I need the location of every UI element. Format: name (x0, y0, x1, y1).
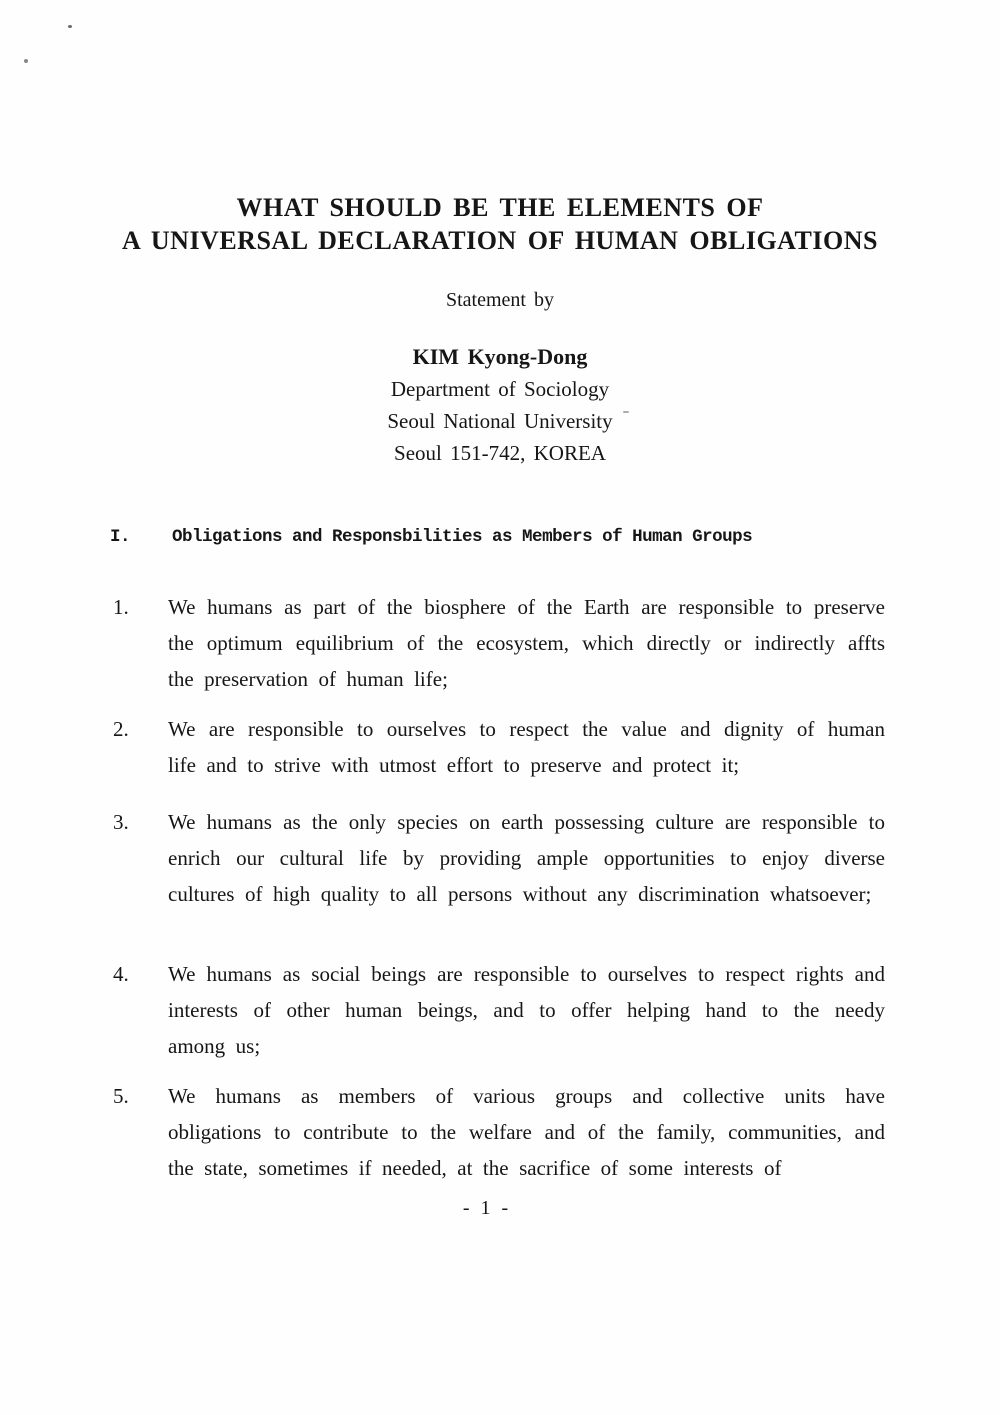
scan-speck (68, 25, 72, 28)
section-numeral: I. (110, 527, 131, 547)
author-address: Seoul 151-742, KOREA (394, 441, 606, 465)
author-department: Department of Sociology (390, 377, 610, 401)
list-item (113, 1078, 885, 1186)
statement-by-label: Statement by (446, 289, 554, 311)
title-line-1: WHAT SHOULD BE THE ELEMENTS OF (236, 193, 764, 222)
item-number: 4. (113, 962, 129, 986)
item-number: 5. (113, 1084, 129, 1108)
item-text: We are responsible to ourselves to respect the value and dignity of human life and to strive with utmost effort to preserve and protect it; (168, 717, 885, 777)
list-item (113, 711, 885, 783)
author-university: Seoul National University (387, 409, 613, 433)
list-item (113, 956, 885, 1064)
document-title (0, 191, 1000, 257)
title-line-2: A UNIVERSAL DECLARATION OF HUMAN OBLIGATIONS (122, 226, 878, 255)
item-number: 2. (113, 717, 129, 741)
list-item (113, 589, 885, 697)
list-item (113, 804, 885, 912)
item-number: 3. (113, 810, 129, 834)
item-number: 1. (113, 595, 129, 619)
scan-speck (24, 59, 28, 63)
page-number: - 1 - (462, 1197, 512, 1219)
item-text: We humans as social beings are responsible to ourselves to respect rights and interests of other human beings, and to offer helping hand to the needy among us; (168, 962, 885, 1058)
section-heading (110, 527, 910, 547)
section-heading-text: Obligations and Responsbilities as Members of Human Groups (172, 527, 753, 547)
item-text: We humans as members of various groups and collective units have obligations to contribute to the welfare and of the family, communities, and the state, sometimes if needed, at the sacrifice of some interests of (168, 1084, 885, 1180)
author-block (0, 341, 1000, 469)
item-text: We humans as the only species on earth possessing culture are responsible to enrich our cultural life by providing ample opportunities to enjoy diverse cultures of high quality to all persons without any discrimination whatsoever; (168, 810, 885, 906)
author-name: KIM Kyong-Dong (412, 344, 588, 369)
item-text: We humans as part of the biosphere of the Earth are responsible to preserve the optimum equilibrium of the ecosystem, which directly or indirectly affts the preservation of human life; (168, 595, 885, 691)
